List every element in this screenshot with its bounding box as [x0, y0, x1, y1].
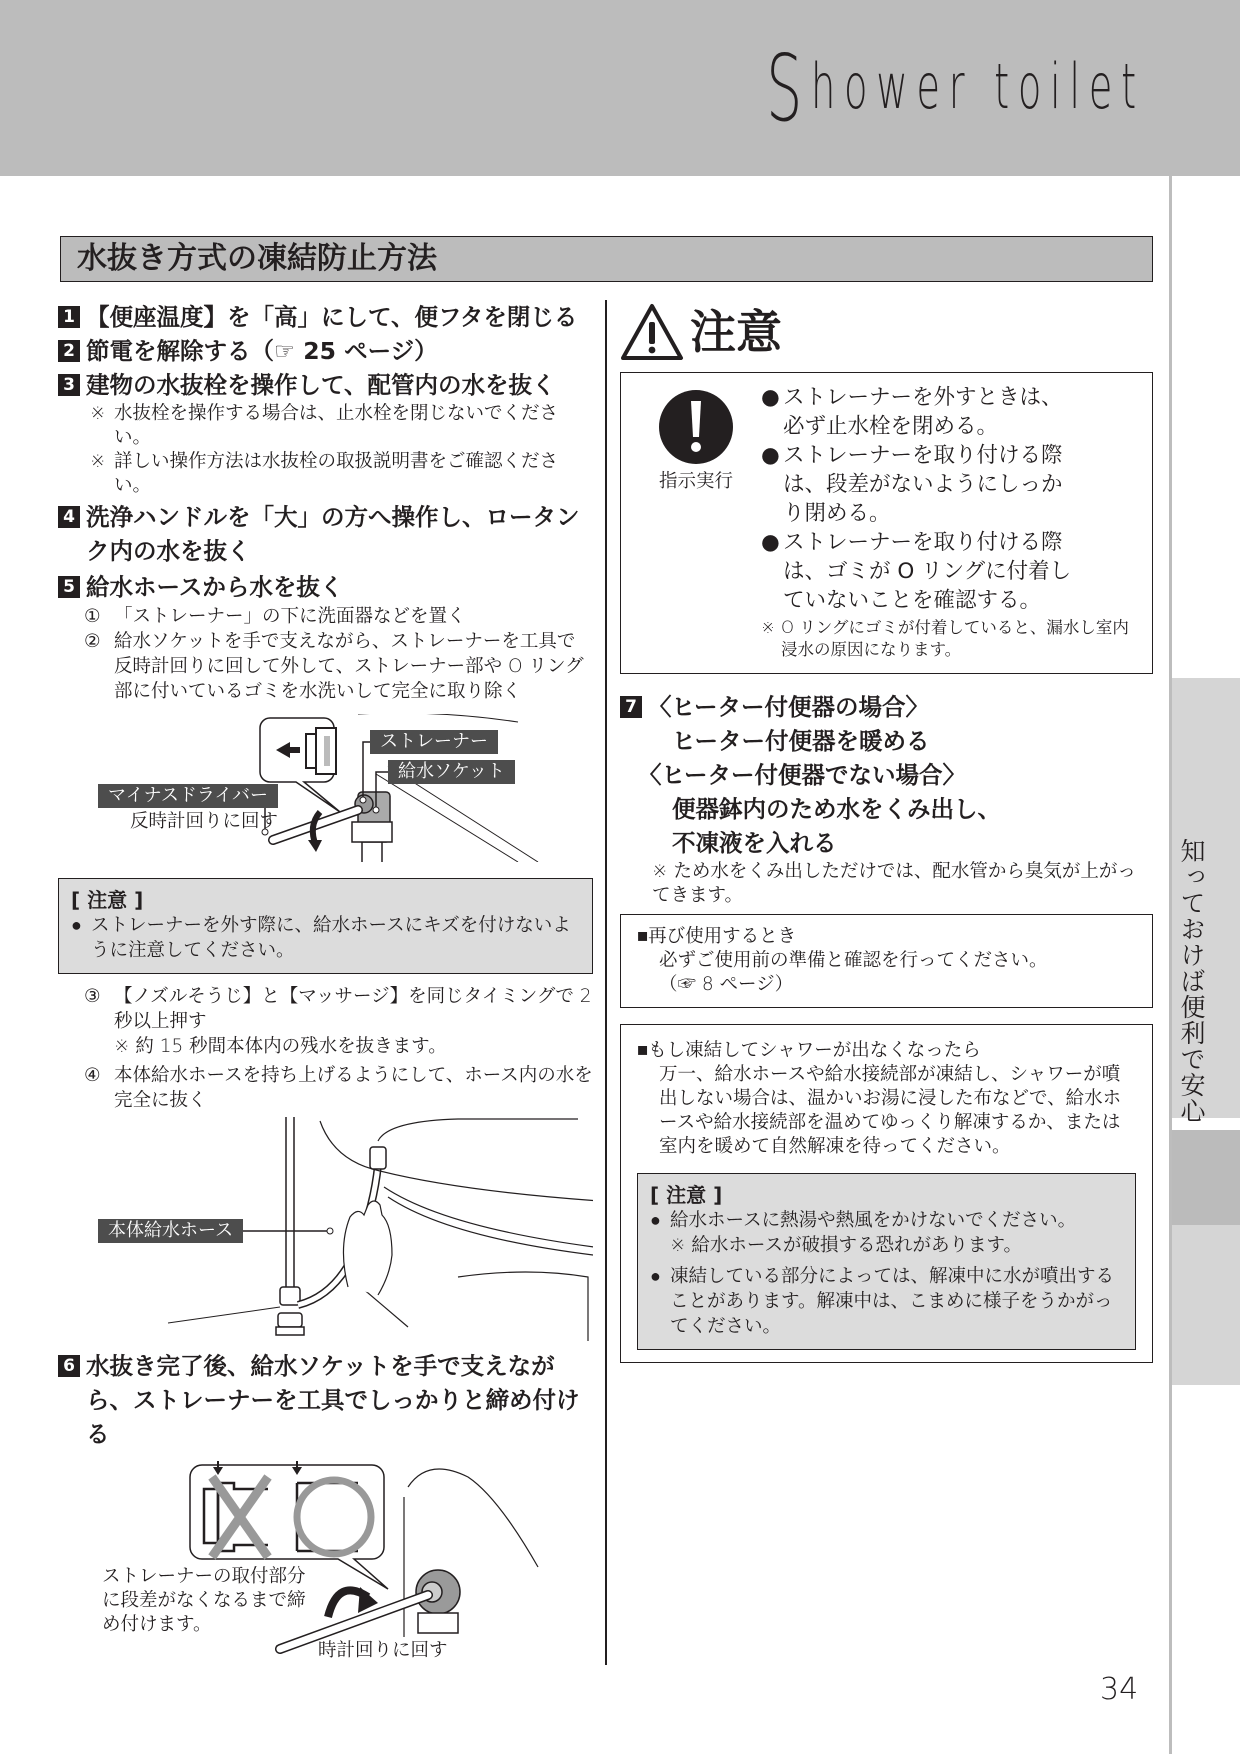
step-7-case2-body: [620, 792, 1153, 826]
caution-title: 注意: [690, 305, 782, 359]
frozen-info-box: [620, 1024, 1153, 1363]
caution-box: [58, 878, 593, 974]
warning-item: [761, 441, 1136, 528]
caution-item: [650, 1233, 1123, 1258]
page-reference-link[interactable]: （☞ 8 ページ）: [659, 974, 794, 995]
brand-text: hower toilet: [811, 50, 1145, 123]
substep-mark: ②: [84, 631, 101, 652]
caution-item: [650, 1264, 1123, 1339]
bullet-icon: ●: [761, 385, 780, 410]
step-3-note: [58, 450, 593, 498]
step-6: [58, 1349, 593, 1451]
case-heading: 〈ヒーター付便器の場合〉: [648, 693, 930, 721]
mandatory-text-column: [755, 383, 1136, 661]
step-5-substep: [58, 984, 593, 1034]
step-7-case2-body: [620, 826, 1153, 860]
step-number-badge: 2: [58, 340, 80, 362]
substep-text: 本体給水ホースを持ち上げるようにして、ホース内の水を完全に抜く: [114, 1065, 593, 1111]
warning-note: [761, 617, 1136, 661]
warning-item: [761, 528, 1136, 615]
substep-text: 給水ソケットを手で支えながら、ストレーナーを工具で反時計回りに回して外して、ストレーナー部や O リング部に付いているゴミを水洗いして完全に取り除く: [114, 631, 584, 702]
right-column: [620, 300, 1153, 1363]
note-text: ※ ため水をくみ出しただけでは、配水管から臭気が上がってきます。: [652, 861, 1136, 906]
case-instruction: ヒーター付便器を暖める: [672, 727, 930, 755]
note-mark: ※: [90, 403, 106, 424]
step-text: 水抜き完了後、給水ソケットを手で支えながら、ストレーナーを工具でしっかりと締め付ける: [86, 1352, 580, 1448]
caution-text: 給水ホースに熱湯や熱風をかけないでください。: [670, 1210, 1077, 1231]
substep-note: [58, 1034, 593, 1059]
case-instruction: 不凍液を入れる: [672, 829, 837, 857]
substep-mark: ①: [84, 606, 101, 627]
warning-item: [761, 383, 1136, 441]
case-instruction: 便器鉢内のため水をくみ出し、: [672, 795, 1001, 823]
step-text: 【便座温度】を「高」にして、便フタを閉じる: [86, 303, 578, 331]
bullet-icon: ●: [71, 915, 82, 936]
brand-initial: S: [766, 35, 812, 142]
substep-mark: [84, 1034, 114, 1059]
step-7: [620, 690, 1153, 908]
step-7-case2-head: [620, 758, 1153, 792]
caution-text: ストレーナーを外す際に、給水ホースにキズを付けないように注意してください。: [91, 915, 571, 961]
step-5: [58, 570, 593, 604]
step-3-note: [58, 402, 593, 450]
bullet-icon: ●: [761, 443, 780, 468]
tighten-caption: ストレーナーの取付部分に段差がなくなるまで締め付けます。: [102, 1566, 306, 1635]
warning-text: ストレーナーを外すときは、必ず止水栓を閉める。: [783, 385, 1063, 439]
strainer-removal-illustration: [58, 714, 593, 862]
step-text: 節電を解除する（☞ 25 ページ）: [86, 337, 438, 365]
warning-text: ストレーナーを取り付ける際は、段差がないようにしっかり閉める。: [783, 443, 1063, 526]
step-text: 給水ホースから水を抜く: [86, 573, 344, 601]
step-7-note: [620, 860, 1153, 908]
substep-mark: ③: [84, 986, 101, 1007]
substep-mark: ④: [84, 1065, 101, 1086]
caution-box: [637, 1173, 1136, 1350]
mandatory-icon-column: [637, 383, 755, 661]
clockwise-label: 時計回りに回す: [318, 1640, 448, 1661]
column-divider: [605, 300, 607, 1665]
caution-heading: [ 注意 ]: [650, 1183, 723, 1207]
bullet-icon: ●: [650, 1266, 661, 1287]
substep-text: ※ 約 15 秒間本体内の残水を抜きます。: [114, 1036, 447, 1057]
hose-lifting-illustration: [58, 1117, 593, 1341]
step-number-badge: 1: [58, 306, 80, 328]
step-number-badge: 4: [58, 506, 80, 528]
step-2: [58, 334, 593, 368]
flathead-driver-label: マイナスドライバー: [98, 784, 278, 808]
note-text: 水抜栓を操作する場合は、止水栓を閉じないでください。: [114, 403, 559, 448]
step-7-case1-head: [620, 690, 1153, 724]
step-number-badge: 3: [58, 374, 80, 396]
water-socket-label: 給水ソケット: [388, 760, 515, 784]
bullet-icon: ●: [650, 1210, 661, 1231]
step-text: 洗浄ハンドルを「大」の方へ操作し、ロータンク内の水を抜く: [86, 503, 580, 565]
left-column: [58, 300, 593, 1667]
caution-item: [650, 1208, 1123, 1233]
step-number-badge: 5: [58, 576, 80, 598]
page-number: 34: [1100, 1672, 1139, 1707]
side-tab-lower: [1172, 1225, 1240, 1385]
section-title: 水抜き方式の凍結防止方法: [60, 236, 1153, 282]
warning-text: ストレーナーを取り付ける際は、ゴミが O リングに付着していないことを確認する。: [783, 530, 1072, 613]
strainer-label: ストレーナー: [370, 730, 498, 754]
step-5-substep: [58, 1063, 593, 1113]
step-4: [58, 500, 593, 568]
step-number-badge: 7: [620, 696, 642, 718]
info-heading: ■再び使用するとき: [637, 926, 797, 947]
note-mark: ※: [90, 451, 106, 472]
strainer-tightening-illustration: [58, 1457, 593, 1667]
bullet-icon: ●: [761, 530, 780, 555]
caution-heading: [ 注意 ]: [71, 888, 144, 912]
case-heading: 〈ヒーター付便器でない場合〉: [638, 761, 967, 789]
step-5-substep: [58, 629, 593, 704]
substep-text: 「ストレーナー」の下に洗面器などを置く: [114, 606, 466, 627]
reuse-info-box: [620, 914, 1153, 1008]
info-heading: ■もし凍結してシャワーが出なくなったら: [637, 1040, 981, 1061]
side-tab-label: 知っておけば便利で安心: [1177, 838, 1206, 1124]
caution-heading: [620, 300, 1153, 364]
caution-text: 凍結している部分によっては、解凍中に水が噴出することがあります。解凍中は、こまめに様子をうかがってください。: [670, 1266, 1115, 1337]
info-text: 必ずご使用前の準備と確認を行ってください。: [659, 950, 1048, 971]
header-band: [0, 0, 1240, 176]
substep-text: 【ノズルそうじ】と【マッサージ】を同じタイミングで 2 秒以上押す: [114, 986, 592, 1032]
caution-item: [71, 913, 580, 963]
step-number-badge: 6: [58, 1355, 80, 1377]
step-1: [58, 300, 593, 334]
note-mark: ※: [761, 618, 775, 637]
note-text: 詳しい操作方法は水抜栓の取扱説明書をご確認ください。: [114, 451, 559, 496]
mandatory-label: 指示実行: [658, 471, 733, 492]
note-text: O リングにゴミが付着していると、漏水し室内浸水の原因になります。: [781, 618, 1129, 659]
warning-triangle-icon: [620, 302, 684, 362]
step-7-case1-body: [620, 724, 1153, 758]
bullet-icon: [650, 1233, 670, 1258]
mandatory-instruction-box: [620, 372, 1153, 674]
info-text: 万一、給水ホースや給水接続部が凍結し、シャワーが噴出しない場合は、温かいお湯に浸した布などで、給水ホースや給水接続部を温めてゆっくり解凍するか、または室内を暖めて自然解凍を待ってください。: [659, 1064, 1122, 1157]
step-text: 建物の水抜栓を操作して、配管内の水を抜く: [86, 371, 556, 399]
caution-text: ※ 給水ホースが破損する恐れがあります。: [670, 1235, 1022, 1256]
brand-logo: [766, 22, 1145, 142]
side-tab-marker: [1172, 1130, 1240, 1225]
exclamation-circle-icon: [658, 389, 734, 465]
step-5-substep: [58, 604, 593, 629]
hose-label: 本体給水ホース: [98, 1219, 243, 1243]
step-3: [58, 368, 593, 402]
counterclockwise-label: 反時計回りに回す: [130, 811, 279, 832]
